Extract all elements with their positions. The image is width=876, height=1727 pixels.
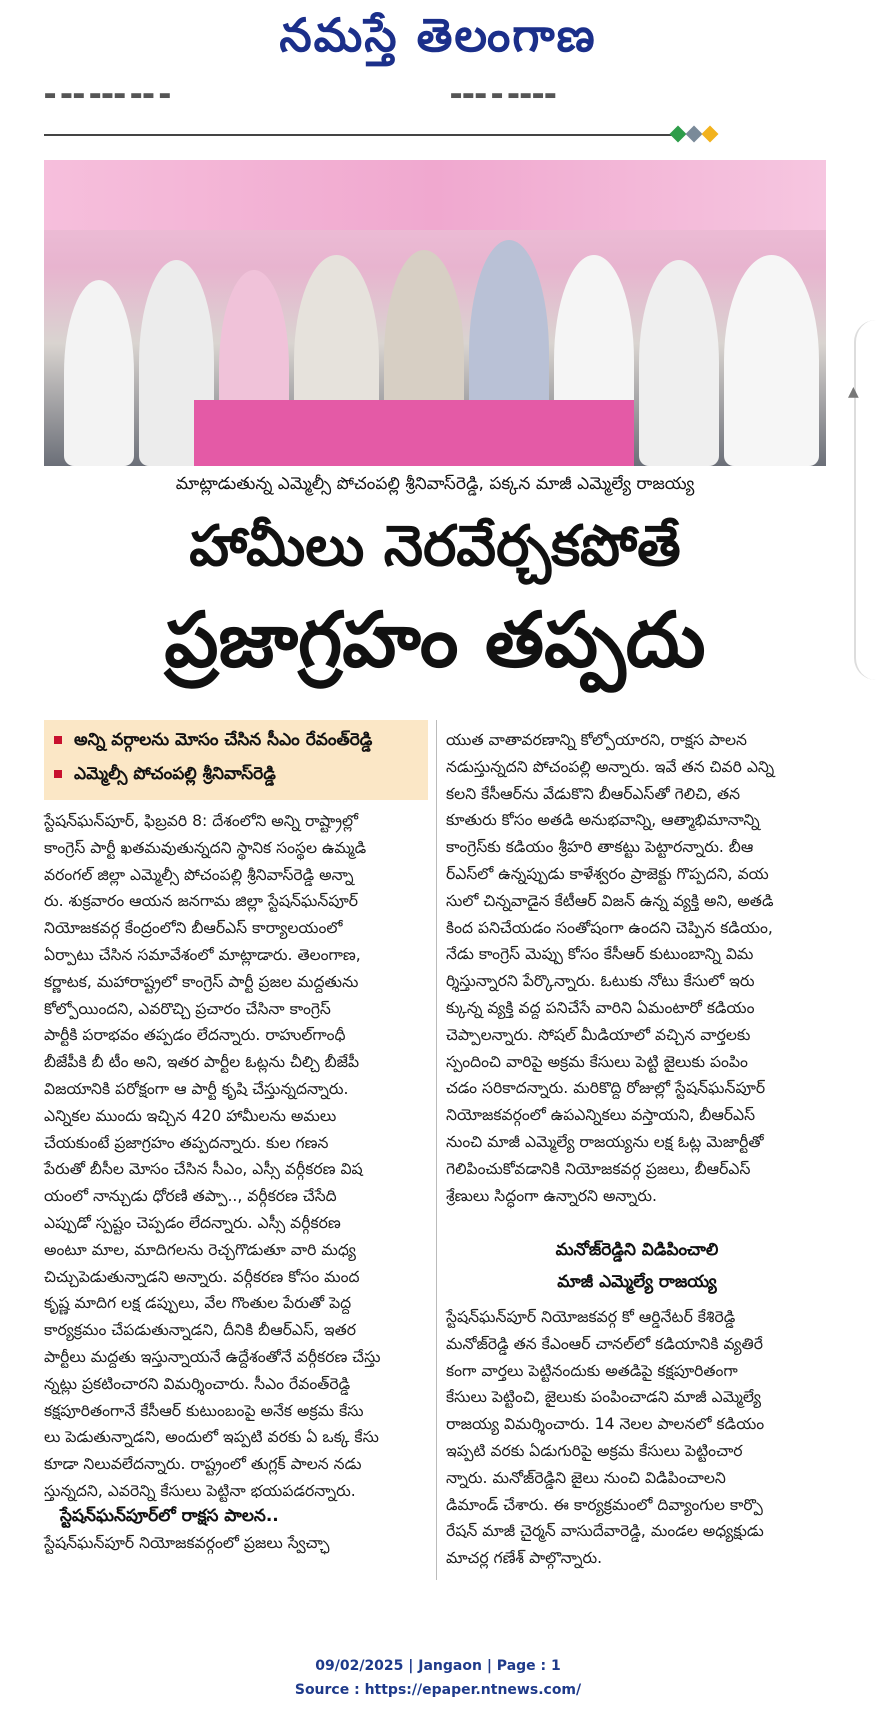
article-line: కింద పనిచేయడం సంతోషంగా ఉందని చెప్పిన కడియం, — [446, 918, 773, 937]
right-subhead-2: మాజీ ఎమ్మెల్యే రాజయ్య — [557, 1272, 717, 1292]
highlights-box — [44, 720, 428, 800]
article-line: రేషన్ మాజీ చైర్మన్ వాసుదేవారెడ్డి, మండల అధ్యక్షుడు — [446, 1522, 764, 1541]
article-line: కూతురు కోసం అతడి అనుభవాన్ని, ఆత్మాభిమానాన్ని — [446, 811, 760, 830]
article-line: ఇప్పటి వరకు ఏడుగురిపై అక్రమ కేసులు పెట్టించార — [446, 1441, 743, 1460]
bullet-square-icon — [54, 736, 62, 744]
article-line: నియోజకవర్గ కేంద్రంలోని బీఆర్‌ఎస్ కార్యాలయంలో — [44, 919, 343, 938]
article-line: అంటూ మాల, మాదిగలను రెచ్చగొడుతూ వారి మధ్య — [44, 1240, 356, 1259]
article-line: విజయానికి పరోక్షంగా ఆ పార్టీ కృషి చేస్తున్నదన్నారు. — [44, 1079, 349, 1098]
footer-date-edition: 09/02/2025 | Jangaon | Page : 1 — [315, 1658, 561, 1674]
cropped-text-right: ▬▬▬ ▬ ▬▬▬▬ — [450, 88, 557, 103]
article-line: యుత వాతావరణాన్ని కోల్పోయారని, రాక్షస పాలన — [446, 731, 747, 749]
article-line: స్టేషన్‌ఘన్‌పూర్ నియోజకవర్గంలో ప్రజలు స్వేచ్ఛా — [44, 1534, 330, 1552]
article-line: చేయకుంటే ప్రజాగ్రహం తప్పదన్నారు. కుల గణన — [44, 1133, 329, 1152]
article-line: నుంచి మాజీ ఎమ్మెల్యే రాజయ్యను లక్ష ఓట్ల మెజార్టీతో — [446, 1132, 764, 1151]
decor-diamond-gray — [686, 126, 703, 143]
photo-banner — [44, 160, 826, 230]
article-left-column — [44, 808, 428, 1505]
photo-caption: మాట్లాడుతున్న ఎమ్మెల్సీ పోచంపల్లి శ్రీనివాస్‌రెడ్డి, పక్కన మాజీ ఎమ్మెల్యే రాజయ్య — [175, 474, 695, 494]
article-line: సులో చిన్నవాడైన కేటీఆర్ విజన్ ఉన్న వ్యక్తి అని, అతడి — [446, 891, 774, 910]
article-line: ఏర్పాటు చేసిన సమావేశంలో మాట్లాడారు. తెలంగాణ, — [44, 945, 361, 964]
headline-line-1: హామీలు నెరవేర్చకపోతే — [189, 514, 681, 579]
masthead-title: నమస్తే తెలంగాణ — [279, 8, 597, 62]
article-right-column — [446, 727, 828, 1209]
article-line: రాజయ్య విమర్శించారు. 14 నెలల పాలనలో కడియం — [446, 1415, 765, 1434]
article-line: నేడు కాంగ్రెస్ మెప్పు కోసం కేసీఆర్ కుటుంబాన్ని విమ — [446, 945, 754, 964]
article-line: గెలిపించుకోవడానికి నియోజకవర్గ ప్రజలు, బీఆర్‌ఎస్ — [446, 1159, 751, 1178]
article-line: కక్షపూరితంగానే కేసీఆర్ కుటుంబంపై అనేక అక్రమ కేసు — [44, 1401, 364, 1420]
article-line: పార్టీకి పరాభవం తప్పడం లేదన్నారు. రాహుల్‌గాంధీ — [44, 1026, 346, 1045]
footer-source: Source : https://epaper.ntnews.com/ — [294, 1682, 582, 1698]
article-line: కృష్ణ మాదిగ లక్ష డప్పులు, వేల గొంతుల పేరుతో పెద్ద — [44, 1294, 352, 1313]
article-line: కలని కేసీఆర్‌ను వేడుకొని బీఆర్‌ఎస్‌తో గెలిచి, తన — [446, 784, 741, 803]
cropped-text-left: ▬ ▬▬ ▬▬▬ ▬▬ ▬ — [44, 88, 172, 103]
decor-diamond-green — [670, 126, 687, 143]
article-line: బీజేపీకి బీ టీం అని, ఇతర పార్టీల ఓట్లను చీల్చి బీజేపీ — [44, 1053, 360, 1072]
article-line: పేరుతో బీసీల మోసం చేసిన సీఎం, ఎస్సీ వర్గీకరణ విష — [44, 1160, 363, 1179]
article-line: న్నారు. మనోజ్‌రెడ్డిని జైలు నుంచి విడిపించాలని — [446, 1468, 726, 1487]
highlight-item: ఎమ్మెల్సీ పోచంపల్లి శ్రీనివాస్‌రెడ్డి — [54, 764, 276, 788]
article-line: మాచర్ల గణేశ్ పాల్గొన్నారు. — [446, 1549, 603, 1568]
article-line: కాంగ్రెస్‌కు కడియం శ్రీహరి తాకట్టు పెట్టారన్నారు. బీఆ — [446, 838, 754, 857]
article-line: క్కున్న వ్యక్తి వద్ద పనిచేసే వారిని ఏమంటారో కడియం — [446, 998, 755, 1017]
article-line: మనోజ్‌రెడ్డి తన కేఎంఆర్ చానల్‌లో కడియానికి వ్యతిరే — [446, 1334, 763, 1353]
press-meet-photo — [44, 160, 826, 466]
article-line: ర్‌ఎస్‌లో ఉన్నప్పుడు కాళేశ్వరం ప్రాజెక్టు గొప్పదని, వయ — [446, 864, 769, 883]
column-divider — [436, 720, 437, 1580]
article-line: నియోజకవర్గంలో ఉపఎన్నికలు వస్తాయని, బీఆర్‌ఎస్ — [446, 1106, 756, 1125]
article-line: ర్శిస్తున్నారని పేర్కొన్నారు. ఓటుకు నోటు కేసులో ఇరు — [446, 972, 755, 991]
article-line: యంలో నాన్చుడు ధోరణి తప్పా.., వర్గీకరణ చేసేది — [44, 1187, 337, 1206]
article-line: కాంగ్రెస్ పార్టీ ఖతమవుతున్నదని స్థానిక సంస్థల ఉమ్మడి — [44, 838, 367, 857]
article-line: చిచ్చుపెడుతున్నాడని అన్నారు. వర్గీకరణ కోసం మంద — [44, 1267, 360, 1286]
article-line: కోల్పోయిందని, ఎవరొచ్చి ప్రచారం చేసినా కాంగ్రెస్ — [44, 999, 331, 1018]
top-rule — [44, 134, 684, 136]
article-line: వరంగల్ జిల్లా ఎమ్మెల్సీ పోచంపల్లి శ్రీనివాస్‌రెడ్డి అన్నా — [44, 865, 354, 884]
article-line: న్నట్లు ప్రకటించారని విమర్శించారు. సీఎం రేవంత్‌రెడ్డి — [44, 1374, 351, 1393]
article-line: కంగా వార్తలు పెట్టినందుకు అతడిపై కక్షపూరితంగా — [446, 1361, 738, 1380]
article-left-tail — [44, 1530, 428, 1557]
decor-diamond-yellow — [702, 126, 719, 143]
article-line: శ్రేణులు సిద్ధంగా ఉన్నారని అన్నారు. — [446, 1186, 657, 1205]
article-line: ఎప్పుడో స్పష్టం చెప్పడం లేదన్నారు. ఎస్సీ వర్గీకరణ — [44, 1213, 341, 1232]
bullet-square-icon — [54, 770, 62, 778]
article-line: ఎన్నికల ముందు ఇచ్చిన 420 హామీలను అమలు — [44, 1106, 337, 1125]
headline-line-2: ప్రజాగ్రహం తప్పదు — [164, 595, 706, 684]
article-line: నడుస్తున్నదని పోచంపల్లి అన్నారు. ఇవే తన చివరి ఎన్ని — [446, 757, 775, 776]
left-subhead: స్టేషన్‌ఘన్‌పూర్‌లో రాక్షస పాలన.. — [60, 1506, 279, 1526]
highlight-item: అన్ని వర్గాలను మోసం చేసిన సీఎం రేవంత్‌రెడ్డి — [54, 730, 372, 754]
arrow-up-icon: ▲ — [848, 384, 859, 400]
article-line: స్పందించి వారిపై అక్రమ కేసులు పెట్టి జైలుకు పంపిం — [446, 1052, 748, 1071]
article-line: చడం సరికాదన్నారు. మరికొద్ది రోజుల్లో స్టేషన్‌ఘన్‌పూర్ — [446, 1079, 766, 1098]
article-line: కర్ణాటక, మహారాష్ట్రలో కాంగ్రెస్ పార్టీ ప్రజల మద్దతును — [44, 972, 359, 991]
right-subhead-1: మనోజ్‌రెడ్డిని విడిపించాలి — [555, 1240, 719, 1260]
page-edge-frame — [854, 320, 876, 680]
press-table — [194, 400, 634, 466]
article-line: కూడా నిలువలేదన్నారు. రాష్ట్రంలో తుగ్లక్ పాలన నడు — [44, 1455, 362, 1474]
article-line: కార్యక్రమం చేపడుతున్నాడని, దీనికి బీఆర్‌ఎస్, ఇతర — [44, 1321, 356, 1340]
article-right-tail — [446, 1304, 828, 1572]
article-line: స్తున్నదని, ఎవరెన్ని కేసులు పెట్టినా భయపడరన్నారు. — [44, 1481, 356, 1500]
article-line: స్టేషన్‌ఘన్‌పూర్ నియోజకవర్గ కో ఆర్డినేటర్ కేశిరెడ్డి — [446, 1308, 736, 1326]
article-line: డిమాండ్ చేశారు. ఈ కార్యక్రమంలో దివ్యాంగుల కార్పొ — [446, 1495, 763, 1514]
article-line: స్టేషన్‌ఘన్‌పూర్, ఫిబ్రవరి 8: దేశంలోని అన్ని రాష్ట్రాల్లో — [44, 812, 359, 830]
article-line: కేసులు పెట్టించి, జైలుకు పంపించాడని మాజీ ఎమ్మెల్యే — [446, 1388, 762, 1407]
article-line: చెప్పాలన్నారు. సోషల్ మీడియాలో వచ్చిన వార్తలకు — [446, 1025, 751, 1044]
article-line: పార్టీలు మద్దతు ఇస్తున్నాయనే ఉద్దేశంతోనే వర్గీకరణ చేస్తు — [44, 1347, 381, 1366]
article-line: లు పెడుతున్నాడని, అందులో ఇప్పటి వరకు ఏ ఒక్క కేసు — [44, 1428, 379, 1447]
article-line: రు. శుక్రవారం ఆయన జనగామ జిల్లా స్టేషన్‌ఘన్‌పూర్ — [44, 892, 358, 911]
